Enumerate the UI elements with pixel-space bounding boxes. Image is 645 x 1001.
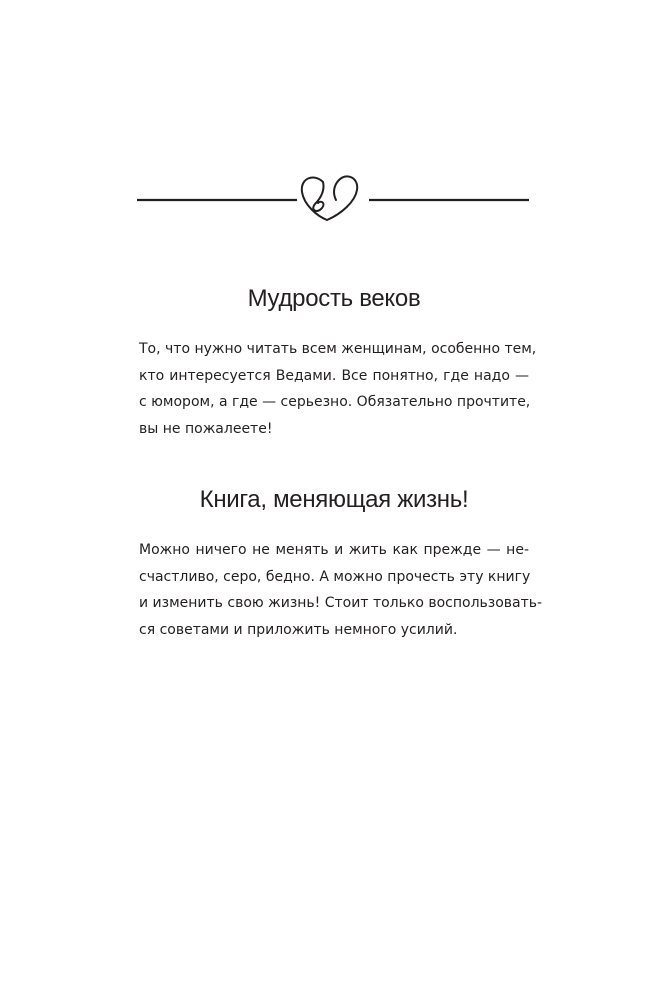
review-text <box>139 537 543 643</box>
review-text-line: и изменить свою жизнь! Стоит только воспользовать- <box>139 595 543 611</box>
review-title: Книга, меняющая жизнь! <box>199 486 469 513</box>
review-text <box>139 336 537 442</box>
review-text-line: с юмором, а где — серьезно. Обязательно прочтите, <box>139 394 531 410</box>
heart-swirl-icon <box>137 170 529 228</box>
review-block <box>139 484 543 643</box>
heart-divider <box>137 170 529 228</box>
review-title: Мудрость веков <box>247 285 421 312</box>
review-block <box>139 283 537 442</box>
review-text-line: счастливо, серо, бедно. А можно прочесть эту книгу <box>139 568 531 585</box>
review-text-line: кто интересуется Ведами. Все понятно, где надо — <box>139 367 529 384</box>
review-text-line: ся советами и приложить немного усилий. <box>139 621 458 638</box>
review-text-line: Можно ничего не менять и жить как прежде — не- <box>139 542 529 558</box>
review-text-line: То, что нужно читать всем женщинам, особенно тем, <box>139 341 537 357</box>
review-text-line: вы не пожалеете! <box>139 420 273 437</box>
